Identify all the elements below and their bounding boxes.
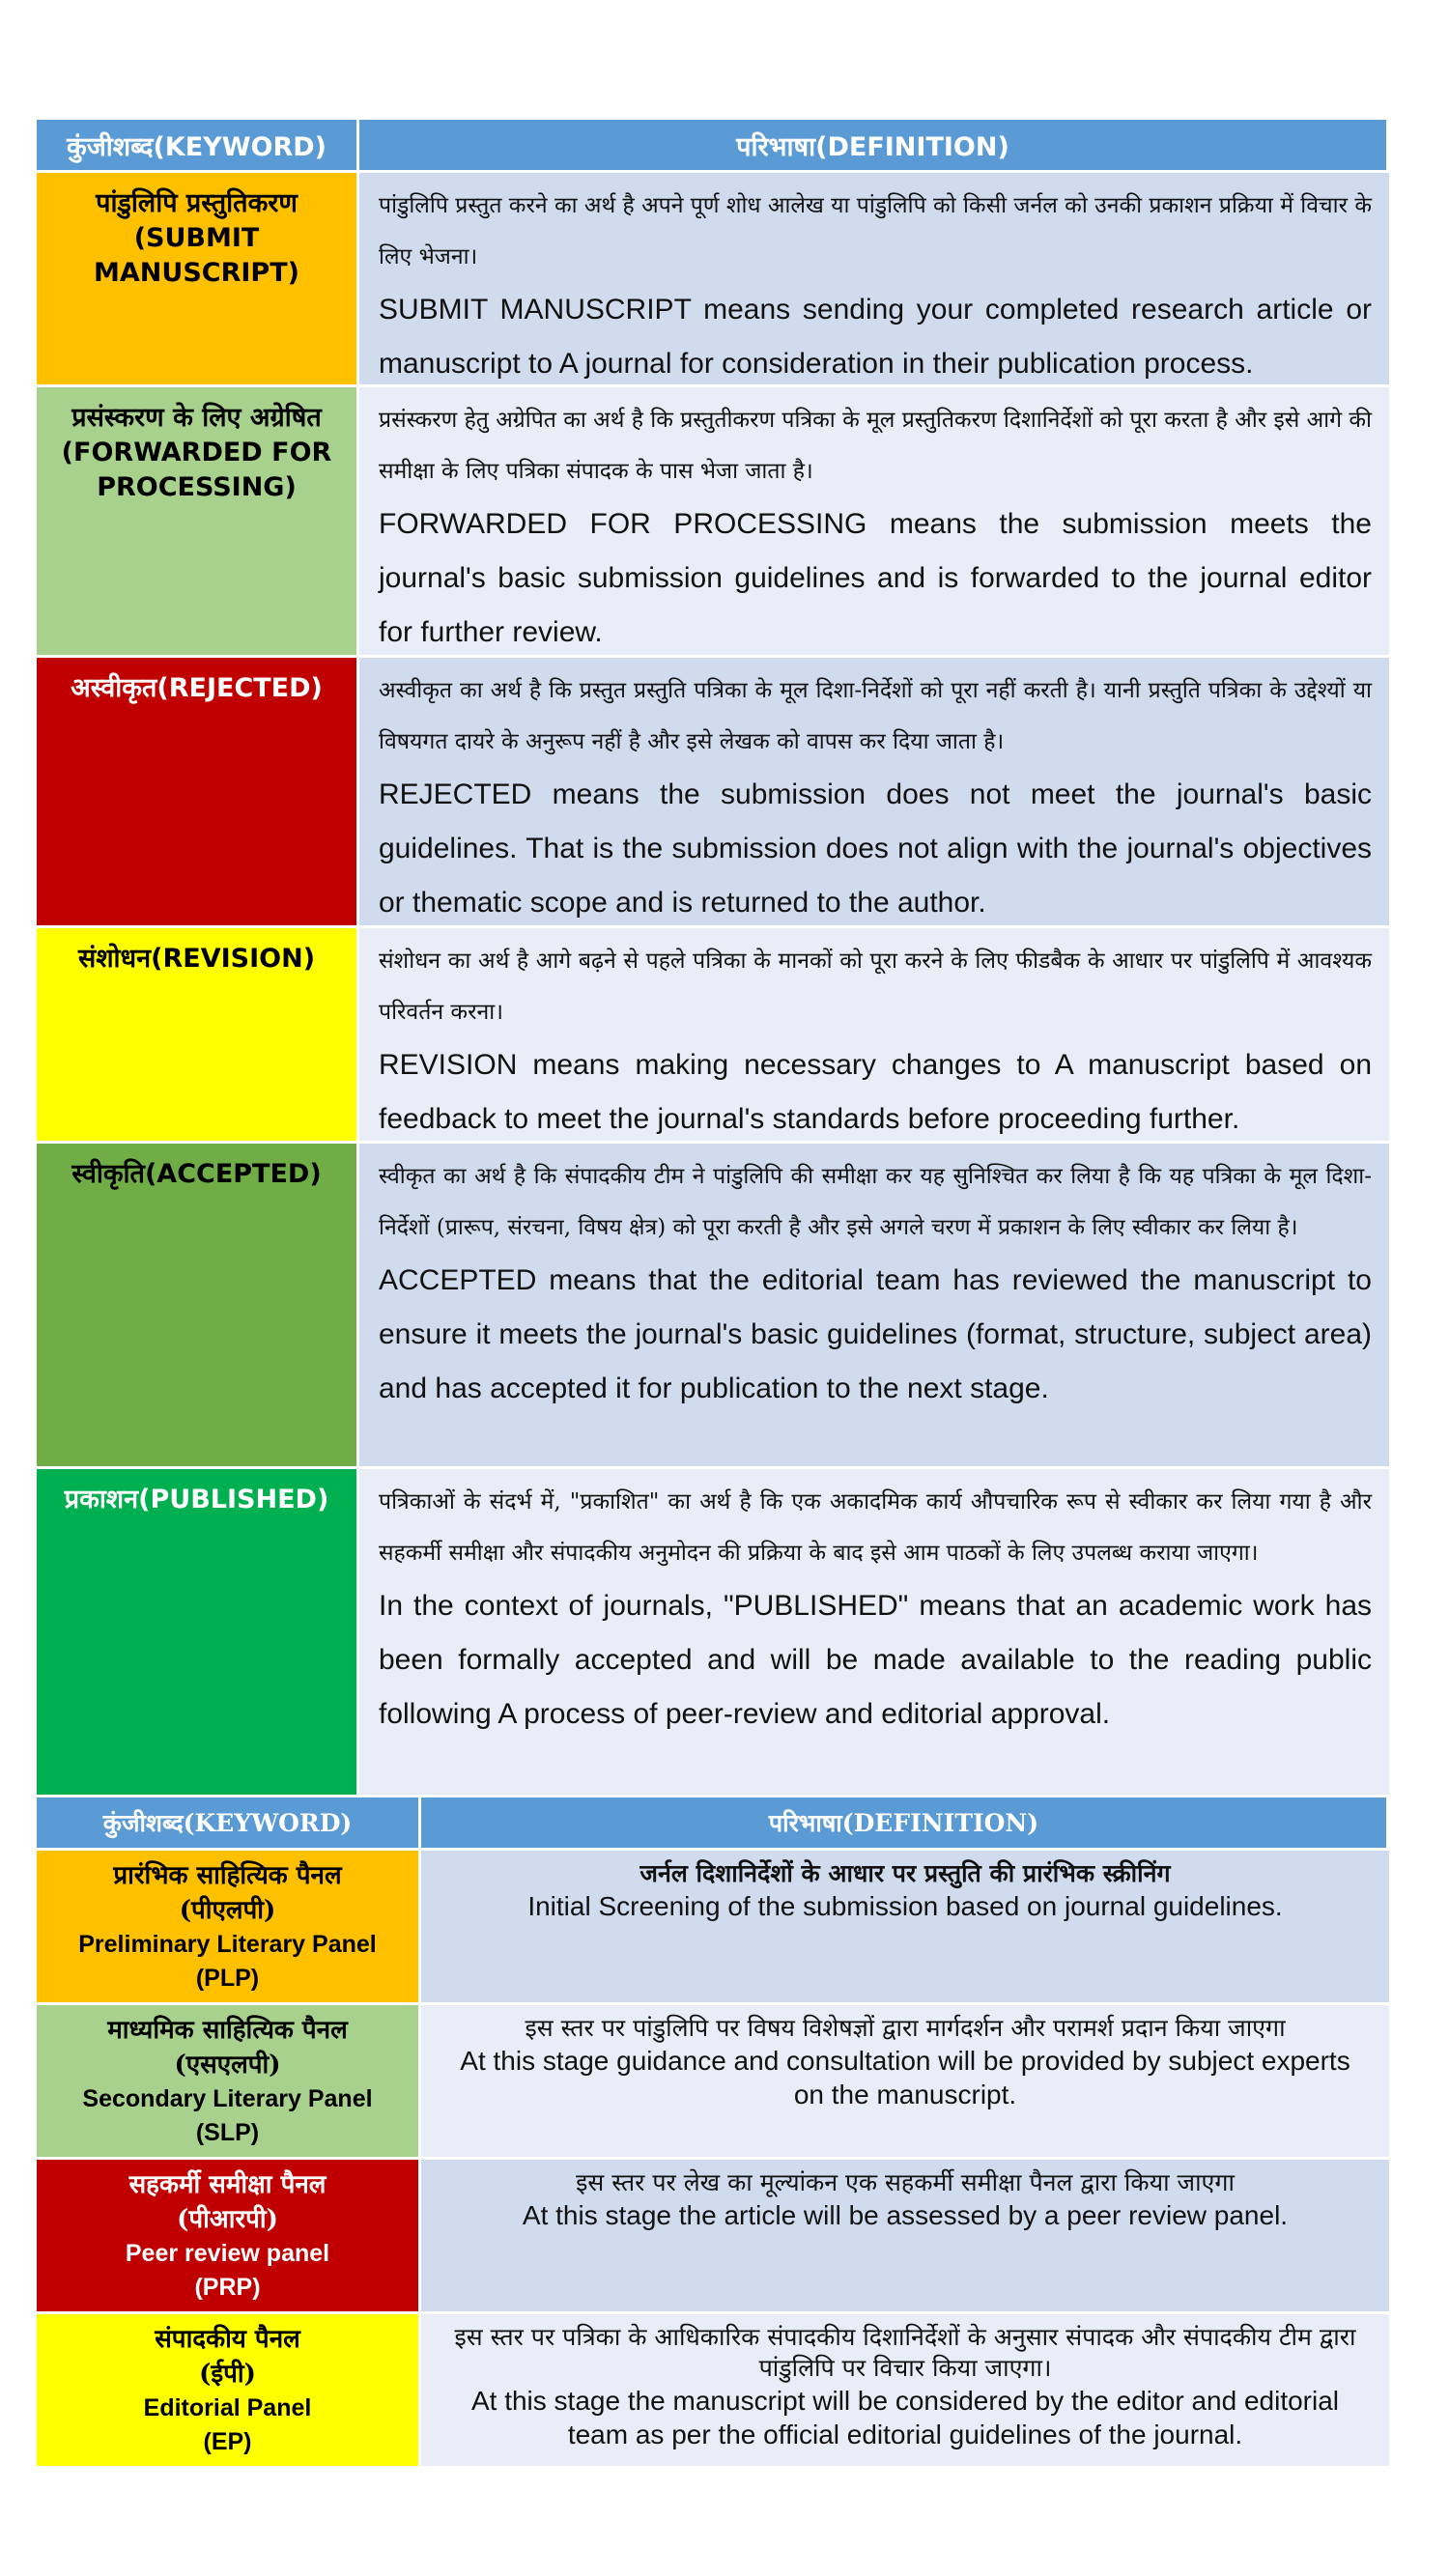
keyword-hindi: माध्यमिक साहित्यिक पैनल — [107, 2016, 348, 2045]
keyword-column-header: कुंजीशब्द(KEYWORD) — [37, 1798, 421, 1848]
keyword-definition-table — [37, 120, 1389, 1795]
definition-hindi: इस स्तर पर लेख का मूल्यांकन एक सहकर्मी समीक्षा पैनल द्वारा किया जाएगा — [576, 2168, 1235, 2196]
definition-english: At this stage guidance and consultation will be provided by subject experts on the manuscript. — [460, 2046, 1350, 2109]
definition-english: FORWARDED FOR PROCESSING means the submission meets the journal's basic submission guidelines and is forwarded to the journal editor for further review. — [379, 508, 1372, 648]
definition-published — [359, 1466, 1389, 1795]
keyword-hindi: संपादकीय पैनल — [155, 2325, 300, 2354]
keyword-hindi: प्रारंभिक साहित्यिक पैनल — [113, 1861, 342, 1890]
definition-english: REJECTED means the submission does not meet the journal's basic guidelines. That is the submission does not align with the journal's objectives or thematic scope and is returned to the author. — [379, 778, 1372, 919]
keyword-column-header: कुंजीशब्द(KEYWORD) — [37, 120, 359, 170]
keyword-accepted — [37, 1141, 359, 1466]
keyword-english: (REVISION) — [151, 944, 316, 974]
definition-peer-review-panel — [421, 2157, 1389, 2311]
definition-hindi: जर्नल दिशानिर्देशों के आधार पर प्रस्तुति की प्रारंभिक स्क्रीनिंग — [639, 1859, 1171, 1887]
definition-column-header: परिभाषा(DEFINITION) — [359, 120, 1389, 170]
keyword-abbr-english: (PLP) — [195, 1965, 260, 1992]
definition-hindi: इस स्तर पर पत्रिका के आधिकारिक संपादकीय दिशानिर्देशों के अनुसार संपादक और संपादकीय टीम द्वारा पांडुलिपि पर विचार किया जाएगा। — [454, 2323, 1356, 2382]
keyword-english: Editorial Panel — [143, 2394, 312, 2421]
keyword-secondary-literary-panel — [37, 2002, 421, 2157]
keyword-editorial-panel — [37, 2311, 421, 2466]
definition-english: REVISION means making necessary changes to A manuscript based on feedback to meet the journal's standards before proceeding further. — [379, 1049, 1372, 1135]
keyword-english: Peer review panel — [125, 2240, 330, 2267]
definition-accepted — [359, 1141, 1389, 1466]
keyword-english: (FORWARDED FOR PROCESSING) — [61, 438, 332, 502]
keyword-abbr-hindi: (ईपी) — [199, 2360, 256, 2389]
definition-forwarded-for-processing — [359, 384, 1389, 655]
definition-hindi: पत्रिकाओं के संदर्भ में, "प्रकाशित" का अर्थ है कि एक अकादमिक कार्य औपचारिक रूप से स्वीकार कर लिया गया है और सहकर्मी समीक्षा और संपादकीय अनुमोदन की प्रक्रिया के बाद इसे आम पाठकों के लिए उपलब्ध कराया जाएगा। — [379, 1489, 1372, 1566]
definition-hindi: अस्वीकृत का अर्थ है कि प्रस्तुत प्रस्तुति पत्रिका के मूल दिशा-निर्देशों को पूरा नहीं करती है। यानी प्रस्तुति पत्रिका के उद्देश्यों या विषयगत दायरे के अनुरूप नहीं है और इसे लेखक को वापस कर दिया जाता है। — [379, 678, 1372, 754]
keyword-hindi: संशोधन — [77, 944, 152, 974]
keyword-abbr-english: (SLP) — [195, 2119, 260, 2146]
definition-hindi: पांडुलिपि प्रस्तुत करने का अर्थ है अपने पूर्ण शोध आलेख या पांडुलिपि को किसी जर्नल को उनकी प्रकाशन प्रक्रिया में विचार के लिए भेजना। — [379, 193, 1372, 269]
keyword-hindi: अस्वीकृत — [71, 673, 157, 703]
keyword-hindi: स्वीकृति — [71, 1159, 145, 1189]
definition-revision — [359, 925, 1389, 1141]
keyword-english: (SUBMIT MANUSCRIPT) — [94, 223, 299, 288]
keyword-preliminary-literary-panel — [37, 1848, 421, 2002]
keyword-english: (PUBLISHED) — [138, 1485, 329, 1514]
panel-definition-table — [37, 1798, 1389, 2466]
definition-english: Initial Screening of the submission based on journal guidelines. — [527, 1891, 1283, 1921]
keyword-hindi: सहकर्मी समीक्षा पैनल — [128, 2170, 327, 2199]
definition-hindi: स्वीकृत का अर्थ है कि संपादकीय टीम ने पांडुलिपि की समीक्षा कर यह सुनिश्चित कर लिया है कि यह पत्रिका के मूल दिशा-निर्देशों (प्रारूप, संरचना, विषय क्षेत्र) को पूरा करती है और इसे अगले चरण में प्रकाशन के लिए स्वीकार कर लिया है। — [379, 1164, 1372, 1240]
keyword-english: (REJECTED) — [156, 673, 323, 703]
keyword-english: Preliminary Literary Panel — [78, 1931, 377, 1958]
definition-hindi: इस स्तर पर पांडुलिपि पर विषय विशेषज्ञों द्वारा मार्गदर्शन और परामर्श प्रदान किया जाएगा — [525, 2014, 1286, 2042]
definition-english: In the context of journals, "PUBLISHED" means that an academic work has been formally accepted and will be made available to the reading public following A process of peer-review and editorial approval. — [379, 1590, 1372, 1730]
keyword-abbr-english: (EP) — [203, 2428, 252, 2455]
keyword-abbr-hindi: (एसएलपी) — [174, 2051, 281, 2080]
keyword-abbr-hindi: (पीएलपी) — [179, 1896, 276, 1925]
definition-secondary-literary-panel — [421, 2002, 1389, 2157]
keyword-abbr-english: (PRP) — [194, 2274, 261, 2301]
keyword-english: (ACCEPTED) — [144, 1159, 322, 1189]
keyword-hindi: प्रकाशन — [64, 1485, 139, 1514]
keyword-published — [37, 1466, 359, 1795]
definition-english: SUBMIT MANUSCRIPT means sending your completed research article or manuscript to A journal for consideration in their publication process. — [379, 294, 1372, 380]
definition-english: At this stage the manuscript will be considered by the editor and editorial team as per the official editorial guidelines of the journal. — [470, 2386, 1340, 2449]
keyword-revision — [37, 925, 359, 1141]
keyword-forwarded-for-processing — [37, 384, 359, 655]
definition-english: ACCEPTED means that the editorial team has reviewed the manuscript to ensure it meets the journal's basic guidelines (format, structure, subject area) and has accepted it for publication to the next stage. — [379, 1264, 1372, 1404]
keyword-rejected — [37, 655, 359, 925]
definition-hindi: संशोधन का अर्थ है आगे बढ़ने से पहले पत्रिका के मानकों को पूरा करने के लिए फीडबैक के आधार पर पांडुलिपि में आवश्यक परिवर्तन करना। — [379, 948, 1372, 1025]
definition-submit-manuscript — [359, 170, 1389, 384]
keyword-peer-review-panel — [37, 2157, 421, 2311]
keyword-submit-manuscript — [37, 170, 359, 384]
keyword-hindi: प्रसंस्करण के लिए अग्रेषित — [71, 403, 322, 433]
definition-column-header: परिभाषा(DEFINITION) — [421, 1798, 1389, 1848]
definition-preliminary-literary-panel — [421, 1848, 1389, 2002]
definition-rejected — [359, 655, 1389, 925]
keyword-hindi: पांडुलिपि प्रस्तुतिकरण — [96, 188, 298, 218]
definition-english: At this stage the article will be assessed by a peer review panel. — [522, 2200, 1289, 2230]
keyword-abbr-hindi: (पीआरपी) — [177, 2205, 278, 2234]
keyword-english: Secondary Literary Panel — [82, 2085, 373, 2112]
definition-editorial-panel — [421, 2311, 1389, 2466]
definition-hindi: प्रसंस्करण हेतु अग्रेपित का अर्थ है कि प्रस्तुतीकरण पत्रिका के मूल प्रस्तुतिकरण दिशानिर्देशों को पूरा करता है और इसे आगे की समीक्षा के लिए पत्रिका संपादक के पास भेजा जाता है। — [379, 408, 1372, 484]
